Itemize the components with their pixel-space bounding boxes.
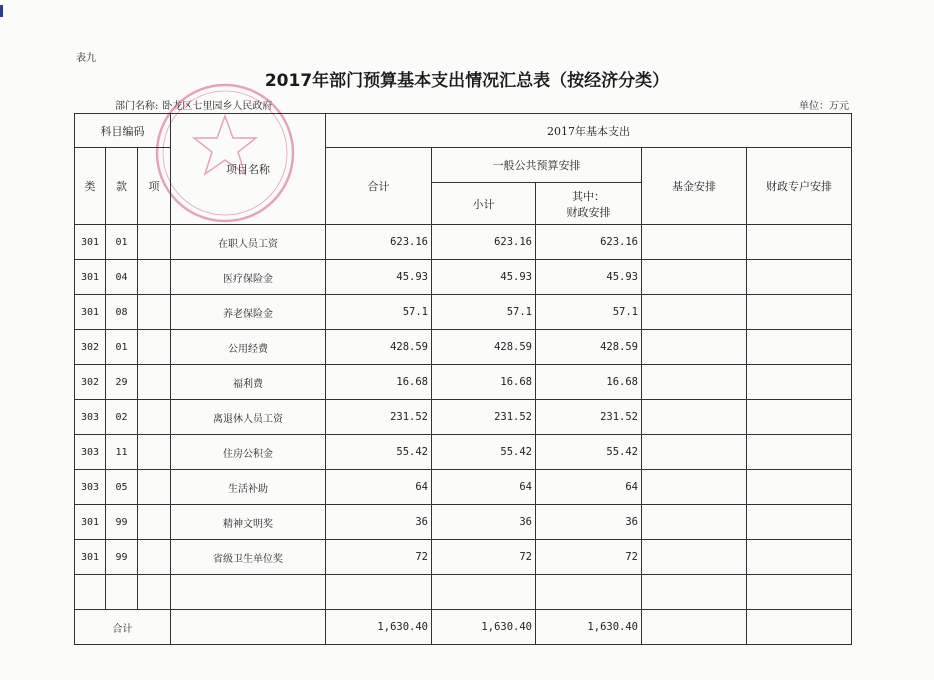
total-cell: 231.52 <box>326 400 432 435</box>
fund-cell <box>642 295 747 330</box>
of-which-line2: 财政安排 <box>566 205 611 219</box>
fund-cell <box>642 470 747 505</box>
subtotal-cell: 16.68 <box>432 365 536 400</box>
item-name-header: 项目名称 <box>171 114 326 225</box>
subtotal-cell: 45.93 <box>432 260 536 295</box>
lei-header: 类 <box>75 148 106 225</box>
table-row <box>75 505 852 540</box>
lei-cell: 302 <box>75 330 106 365</box>
subtotal-cell: 623.16 <box>432 225 536 260</box>
footer-subtotal-cell: 1,630.40 <box>432 610 536 645</box>
finance-cell: 428.59 <box>536 330 642 365</box>
expense-table <box>74 113 852 645</box>
footer-empty-cell <box>171 610 326 645</box>
finance-cell: 72 <box>536 540 642 575</box>
subtotal-cell: 57.1 <box>432 295 536 330</box>
xiang-cell <box>138 540 171 575</box>
subtotal-cell: 64 <box>432 470 536 505</box>
subtotal-cell <box>432 575 536 610</box>
finance-cell: 16.68 <box>536 365 642 400</box>
item-name-cell: 离退休人员工资 <box>171 400 326 435</box>
table-number: 表九 <box>76 53 96 64</box>
kuan-cell: 99 <box>106 540 138 575</box>
department-label: 部门名称: <box>115 101 159 112</box>
xiang-cell <box>138 470 171 505</box>
xiang-cell <box>138 435 171 470</box>
total-cell: 36 <box>326 505 432 540</box>
total-cell: 64 <box>326 470 432 505</box>
lei-cell: 303 <box>75 470 106 505</box>
finance-cell: 55.42 <box>536 435 642 470</box>
lei-cell: 301 <box>75 295 106 330</box>
of-which-line1: 其中： <box>572 189 605 203</box>
fund-cell <box>642 260 747 295</box>
edge-mark <box>0 5 3 17</box>
table-row <box>75 575 852 610</box>
lei-cell <box>75 575 106 610</box>
special-cell <box>747 330 852 365</box>
finance-cell: 57.1 <box>536 295 642 330</box>
fund-cell <box>642 365 747 400</box>
table-row <box>75 470 852 505</box>
special-cell <box>747 365 852 400</box>
xiang-cell <box>138 330 171 365</box>
total-cell: 55.42 <box>326 435 432 470</box>
table-row <box>75 365 852 400</box>
xiang-cell <box>138 575 171 610</box>
kuan-cell <box>106 575 138 610</box>
xiang-cell <box>138 260 171 295</box>
kuan-cell: 08 <box>106 295 138 330</box>
lei-cell: 301 <box>75 225 106 260</box>
subtotal-header: 小计 <box>432 183 536 225</box>
total-cell <box>326 575 432 610</box>
fund-cell <box>642 540 747 575</box>
total-cell: 428.59 <box>326 330 432 365</box>
kuan-cell: 04 <box>106 260 138 295</box>
kuan-cell: 29 <box>106 365 138 400</box>
footer-total-cell: 1,630.40 <box>326 610 432 645</box>
table-row <box>75 295 852 330</box>
subtotal-cell: 428.59 <box>432 330 536 365</box>
fund-cell <box>642 330 747 365</box>
special-account-header: 财政专户安排 <box>747 148 852 225</box>
lei-cell: 302 <box>75 365 106 400</box>
subtotal-cell: 231.52 <box>432 400 536 435</box>
fund-cell <box>642 505 747 540</box>
total-cell: 623.16 <box>326 225 432 260</box>
item-name-cell: 生活补助 <box>171 470 326 505</box>
table-row <box>75 540 852 575</box>
special-cell <box>747 400 852 435</box>
item-name-cell: 省级卫生单位奖 <box>171 540 326 575</box>
subtotal-cell: 72 <box>432 540 536 575</box>
kuan-cell: 01 <box>106 225 138 260</box>
xiang-header: 项 <box>138 148 171 225</box>
total-cell: 16.68 <box>326 365 432 400</box>
fund-header: 基金安排 <box>642 148 747 225</box>
of-which-header <box>536 183 642 225</box>
item-name-cell: 医疗保险金 <box>171 260 326 295</box>
total-header: 合计 <box>326 148 432 225</box>
table-row <box>75 330 852 365</box>
xiang-cell <box>138 365 171 400</box>
total-cell: 45.93 <box>326 260 432 295</box>
special-cell <box>747 260 852 295</box>
finance-cell: 623.16 <box>536 225 642 260</box>
special-cell <box>747 470 852 505</box>
footer-special-cell <box>747 610 852 645</box>
xiang-cell <box>138 505 171 540</box>
xiang-cell <box>138 400 171 435</box>
footer-row <box>75 610 852 645</box>
special-cell <box>747 540 852 575</box>
lei-cell: 301 <box>75 260 106 295</box>
kuan-cell: 02 <box>106 400 138 435</box>
finance-cell: 45.93 <box>536 260 642 295</box>
lei-cell: 301 <box>75 505 106 540</box>
lei-cell: 303 <box>75 400 106 435</box>
subtotal-cell: 36 <box>432 505 536 540</box>
item-name-cell: 养老保险金 <box>171 295 326 330</box>
xiang-cell <box>138 225 171 260</box>
xiang-cell <box>138 295 171 330</box>
kuan-cell: 05 <box>106 470 138 505</box>
table-row <box>75 435 852 470</box>
item-name-cell: 住房公积金 <box>171 435 326 470</box>
special-cell <box>747 575 852 610</box>
finance-cell: 231.52 <box>536 400 642 435</box>
department-name: 卧龙区七里园乡人民政府 <box>162 101 273 112</box>
lei-cell: 303 <box>75 435 106 470</box>
page-title: 2017年部门预算基本支出情况汇总表（按经济分类） <box>264 71 670 91</box>
lei-cell: 301 <box>75 540 106 575</box>
special-cell <box>747 295 852 330</box>
item-name-cell: 在职人员工资 <box>171 225 326 260</box>
table-row <box>75 225 852 260</box>
kuan-cell: 99 <box>106 505 138 540</box>
kuan-cell: 01 <box>106 330 138 365</box>
footer-fund-cell <box>642 610 747 645</box>
kuan-header: 款 <box>106 148 138 225</box>
finance-cell: 36 <box>536 505 642 540</box>
kuan-cell: 11 <box>106 435 138 470</box>
fund-cell <box>642 435 747 470</box>
total-cell: 57.1 <box>326 295 432 330</box>
fund-cell <box>642 575 747 610</box>
table-row <box>75 260 852 295</box>
subject-code-header: 科目编码 <box>75 114 171 148</box>
item-name-cell: 福利费 <box>171 365 326 400</box>
unit-label: 单位：万元 <box>799 101 849 112</box>
total-cell: 72 <box>326 540 432 575</box>
finance-cell: 64 <box>536 470 642 505</box>
item-name-cell: 精神文明奖 <box>171 505 326 540</box>
fund-cell <box>642 225 747 260</box>
subtotal-cell: 55.42 <box>432 435 536 470</box>
finance-cell <box>536 575 642 610</box>
year-expense-header: 2017年基本支出 <box>326 114 852 148</box>
general-budget-header: 一般公共预算安排 <box>432 148 642 183</box>
item-name-cell: 公用经费 <box>171 330 326 365</box>
item-name-cell <box>171 575 326 610</box>
footer-label: 合计 <box>75 610 171 645</box>
special-cell <box>747 225 852 260</box>
fund-cell <box>642 400 747 435</box>
footer-finance-cell: 1,630.40 <box>536 610 642 645</box>
special-cell <box>747 435 852 470</box>
special-cell <box>747 505 852 540</box>
table-row <box>75 400 852 435</box>
